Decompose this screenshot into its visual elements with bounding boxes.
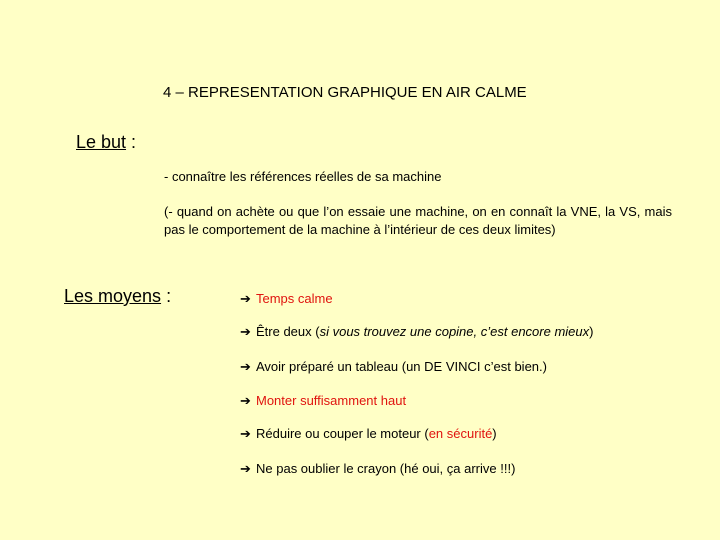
list-item-text-post: ) <box>492 426 497 441</box>
list-item-text <box>256 324 593 339</box>
arrow-right-icon: ➔ <box>240 291 251 306</box>
arrow-right-icon: ➔ <box>240 393 251 408</box>
list-item-text-pre: Réduire ou couper le moteur ( <box>256 426 429 441</box>
list-item-text: Ne pas oublier le crayon (hé oui, ça arrive !!!) <box>256 461 516 476</box>
arrow-right-icon: ➔ <box>240 426 251 441</box>
but-line: - connaître les références réelles de sa machine <box>164 169 442 184</box>
list-item-text-red: en sécurité <box>428 426 493 441</box>
list-item <box>240 426 497 441</box>
but-colon: : <box>126 132 137 152</box>
list-item <box>240 291 333 306</box>
list-item-text-pre: Être deux ( <box>256 324 320 339</box>
list-item <box>240 359 547 374</box>
list-item-text: Monter suffisamment haut <box>256 393 407 408</box>
list-item <box>240 393 406 408</box>
arrow-right-icon: ➔ <box>240 461 251 476</box>
list-item-text-italic: si vous trouvez une copine, c’est encore mieux <box>319 324 590 339</box>
but-paragraph: (- quand on achète ou que l’on essaie une machine, on en connaît la VNE, la VS, mais pas le comportement de la machine à l’intérieur de ces deux limites) <box>164 204 672 237</box>
moyens-colon: : <box>161 286 172 306</box>
list-item-text: Temps calme <box>256 291 333 306</box>
page-title: 4 – REPRESENTATION GRAPHIQUE EN AIR CALME <box>163 84 527 101</box>
list-item <box>240 324 593 339</box>
list-item-text: Avoir préparé un tableau (un DE VINCI c’est bien.) <box>256 359 547 374</box>
list-item-text <box>256 426 497 441</box>
arrow-right-icon: ➔ <box>240 324 251 339</box>
list-item <box>240 461 515 476</box>
but-heading <box>76 132 136 153</box>
arrow-right-icon: ➔ <box>240 359 251 374</box>
moyens-label: Les moyens <box>64 286 162 306</box>
moyens-heading <box>64 286 171 307</box>
list-item-text-post: ) <box>589 324 594 339</box>
but-label: Le but <box>76 132 127 152</box>
